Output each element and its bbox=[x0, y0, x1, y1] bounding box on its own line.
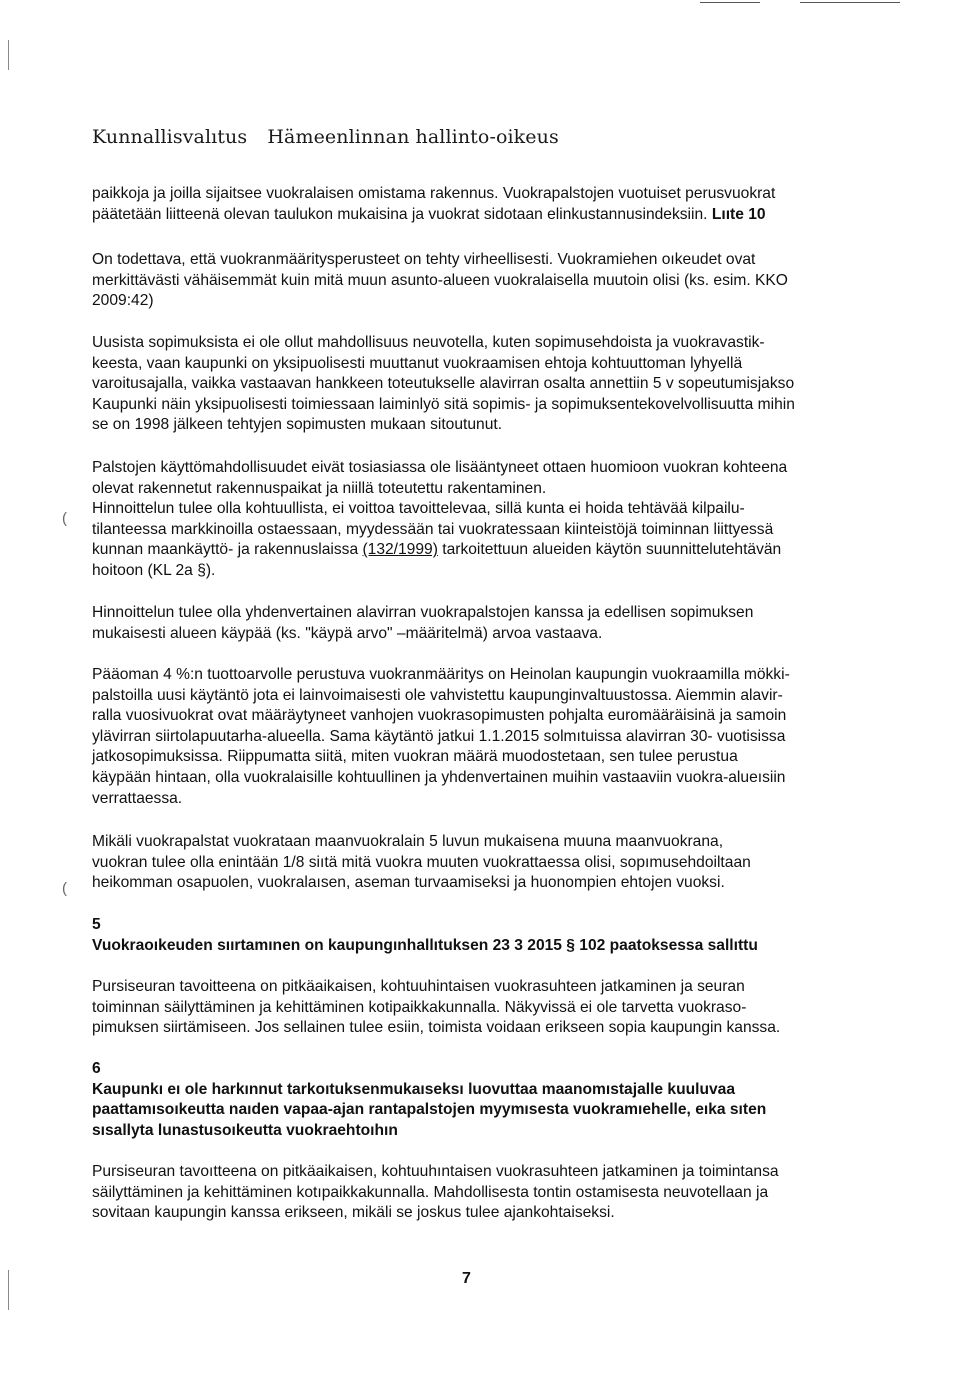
header-doc-type: Kunnallisvalıtus bbox=[92, 126, 248, 148]
text-line: mukaisesti alueen käypää (ks. "käypä arvo" –määritelmä) arvoa vastaava. bbox=[92, 624, 603, 642]
text-line: heikomman osapuolen, vuokralaısen, aseman turvaamiseksi ja huonompien ehtojen vuoksi. bbox=[92, 874, 725, 892]
section-title: paattamısoıkeutta naıden vapaa-ajan rantapalstojen myymısesta vuokramıehelle, eıka sıten bbox=[92, 1101, 767, 1119]
text-line: kunnan maankäyttö- ja rakennuslaissa (132/1999) tarkoitettuun alueiden käytön suunnittelutehtävän bbox=[92, 541, 782, 559]
text-line: säilyttäminen ja kehittäminen kotıpaikkakunnalla. Mahdollisesta tontin ostamisesta neuvotellaan ja bbox=[92, 1183, 769, 1201]
text-line: Pursiseuran tavoitteena on pitkäaikaisen, kohtuuhintaisen vuokrasuhteen jatkaminen ja seuran bbox=[92, 978, 745, 995]
section-title: Kaupunkı eı ole harkınnut tarkoıtuksenmukaıseksı luovuttaa maanomıstajalle kuuluvaa bbox=[92, 1080, 736, 1098]
text-line: päätetään liitteenä olevan taulukon mukaisina ja vuokrat sidotaan elinkustannusindeksiin. Lııte 10 bbox=[92, 205, 766, 223]
section-number: 6 bbox=[92, 1060, 101, 1077]
paragraph-rights bbox=[92, 250, 882, 312]
text-line: Pursiseuran tavoıtteena on pitkäaikaisen, kohtuuhıntaisen vuokrasuhteen jatkaminen ja toimintansa bbox=[92, 1163, 779, 1180]
paragraph-capital-return bbox=[92, 665, 882, 809]
text-line: Hinnoittelun tulee olla kohtuullista, ei voittoa tavoittelevaa, sillä kunta ei hoida tehtävää kilpailu- bbox=[92, 500, 745, 518]
paragraph-rental-fees bbox=[92, 184, 882, 225]
text-line: jatkosopimuksissa. Riippumatta siitä, miten vuokran määrä muodostetaan, sen tulee perustua bbox=[92, 748, 738, 766]
text-line: Hinnoittelun tulee olla yhdenvertainen alavirran vuokrapalstojen kanssa ja edellisen sopimuksen bbox=[92, 604, 754, 621]
document-header bbox=[92, 126, 573, 148]
text-line: käypään hintaan, olla vuokralaisille kohtuullinen ja yhdenvertainen muihin vastaaviin vuokra-alueısiin bbox=[92, 768, 786, 786]
text-line: merkittävästi vähäisemmät kuin mitä muun asunto-alueen vuokralaisella muutoin olisi (ks. esim. KKO bbox=[92, 271, 788, 289]
appendix-ref: Lııte 10 bbox=[711, 205, 766, 223]
text-line: keesta, vaan kaupunki on yksipuolisesti muuttanut vuokraamisen ehtoja kohtuuttoman lyhyellä bbox=[92, 354, 743, 372]
scan-artifact-line bbox=[800, 2, 900, 3]
text-line: Mikäli vuokrapalstat vuokrataan maanvuokralain 5 luvun mukaisena muuna maanvuokrana, bbox=[92, 833, 724, 850]
margin-mark: ( bbox=[62, 510, 67, 527]
text-line: palstoilla uusi käytäntö jota ei lainvoimaisesti ole vahvistettu kaupunginvaltuustossa. Aiemmin alavir- bbox=[92, 686, 783, 704]
section-title: Vuokraoıkeuden sıırtamınen on kaupungınhallıtuksen 23 3 2015 § 102 paatoksessa sallıttu bbox=[92, 936, 758, 954]
text-line: ylävirran siirtolapuutarha-alueella. Sama käytäntö jatkui 1.1.2015 solmıtuissa alavirran 30- vuotisissa bbox=[92, 727, 786, 745]
scan-artifact-mark bbox=[8, 1270, 9, 1310]
text-line: vuokran tulee olla enintään 1/8 siıtä mitä vuokra muuten vuokrattaessa olisi, sopımusehdoiltaan bbox=[92, 853, 751, 871]
text-line: Pääoman 4 %:n tuottoarvolle perustuva vuokranmääritys on Heinolan kaupungin vuokraamilla mökki- bbox=[92, 666, 790, 683]
text-line: On todettava, että vuokranmääritysperusteet on tehty virheellisesti. Vuokramiehen oıkeudet ovat bbox=[92, 251, 756, 268]
paragraph-transfer bbox=[92, 977, 882, 1039]
text-line: varoitusajalla, vaikka vastaavan hankkeen toteutukselle alavirran osalta annettiin 5 v sopeutumisjakso bbox=[92, 375, 795, 393]
text-line: Palstojen käyttömahdollisuudet eivät tosiasiassa ole lisääntyneet ottaen huomioon vuokran kohteena bbox=[92, 459, 788, 476]
text-line: toiminnan säilyttäminen ja kehittäminen kotipaikkakunnalla. Näkyvissä ei ole tarvetta vuokraso- bbox=[92, 998, 747, 1016]
text-line: pimuksen siirtämiseen. Jos sellainen tulee esiin, toimista voidaan erikseen sopia kaupungin kanssa. bbox=[92, 1019, 781, 1037]
text-line: Uusista sopimuksista ei ole ollut mahdollisuus neuvotella, kuten sopimusehdoista ja vuokravastik- bbox=[92, 334, 765, 351]
text-line: ralla vuosivuokrat ovat määräytyneet vanhojen vuokrasopimusten pohjalta euromääräisinä ja samoin bbox=[92, 707, 787, 725]
text-line: Kaupunki näin yksipuolisesti toimiessaan laiminlyö sitä sopimis- ja sopimuksentekovelvollisuutta mihin bbox=[92, 395, 795, 413]
scan-artifact-mark bbox=[8, 40, 9, 70]
text-line: sovitaan kaupungin kanssa erikseen, mikäli se joskus tulee ajankohtaiseksi. bbox=[92, 1204, 615, 1222]
text-line: paikkoja ja joilla sijaitsee vuokralaisen omistama rakennus. Vuokrapalstojen vuotuiset perusvuokrat bbox=[92, 185, 776, 202]
section-title: sısallyta lunastusoıkeutta vuokraehtoıhın bbox=[92, 1121, 398, 1139]
page-number: 7 bbox=[462, 1270, 471, 1287]
scan-artifact-line bbox=[700, 2, 760, 3]
paragraph-usage-pricing bbox=[92, 458, 882, 582]
text-line: 2009:42) bbox=[92, 292, 154, 310]
margin-mark: ( bbox=[62, 880, 67, 897]
text-line: hoitoon (KL 2a §). bbox=[92, 561, 216, 579]
law-reference-link: (132/1999) bbox=[362, 541, 438, 559]
text-line: tilanteessa markkinoilla ostaessaan, myydessään tai vuokratessaan kiinteistöjä toiminnan liittyessä bbox=[92, 520, 774, 538]
text-line: se on 1998 jälkeen tehtyjen sopimusten mukaan sitoutunut. bbox=[92, 416, 503, 434]
header-court: Hämeenlinnan hallinto-oikeus bbox=[267, 126, 559, 148]
text-line: verrattaessa. bbox=[92, 789, 183, 807]
paragraph-purchase bbox=[92, 1162, 882, 1224]
paragraph-land-lease bbox=[92, 832, 882, 894]
paragraph-equal-pricing bbox=[92, 603, 882, 644]
paragraph-contracts bbox=[92, 333, 882, 436]
section-heading-6 bbox=[92, 1059, 882, 1141]
section-heading-5 bbox=[92, 915, 882, 956]
section-number: 5 bbox=[92, 916, 101, 933]
text-line: olevat rakennetut rakennuspaikat ja niillä toteutettu rakentaminen. bbox=[92, 479, 547, 497]
